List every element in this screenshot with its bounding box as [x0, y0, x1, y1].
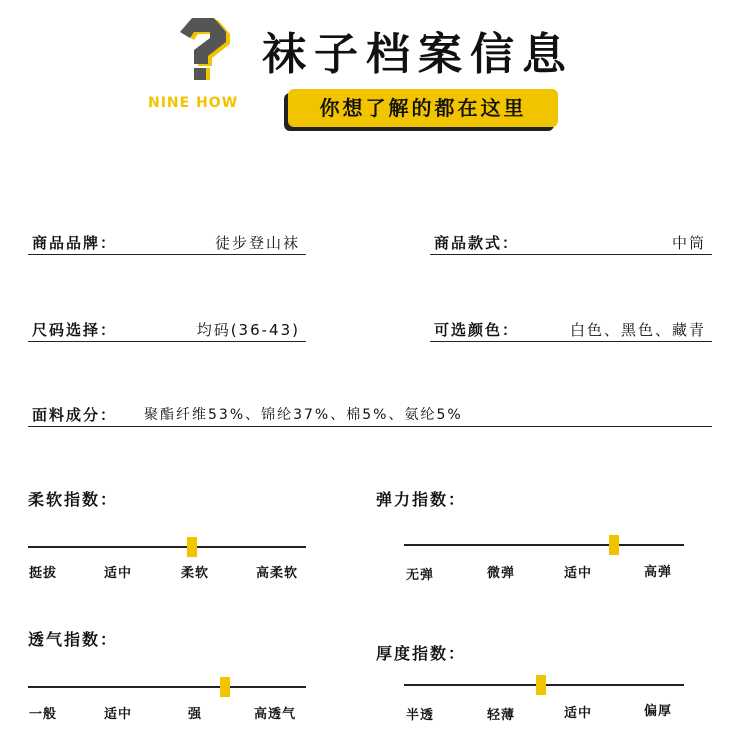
- scale-tick: 适中: [103, 707, 133, 722]
- field-material: [28, 402, 712, 427]
- scale-title: 透气指数：: [28, 630, 119, 649]
- field-style: [430, 230, 712, 255]
- scale-tick: 挺拔: [28, 566, 58, 581]
- scale-tick: 高弹: [643, 565, 673, 580]
- field-color: [430, 317, 712, 342]
- field-style-label: 商品款式：: [434, 234, 520, 252]
- field-color-value: 白色、黑色、藏青: [569, 321, 706, 339]
- page-subtitle: 你想了解的都在这里: [288, 89, 558, 127]
- brand-logo-text: NINE HOW: [148, 95, 239, 111]
- scale-tick: 偏厚: [643, 704, 673, 719]
- scale-marker: [220, 677, 230, 697]
- scale-track: [404, 544, 684, 546]
- field-size-value: 均码(36-43): [196, 321, 300, 339]
- field-material-label: 面料成分：: [32, 406, 118, 424]
- field-style-value: 中筒: [671, 234, 706, 252]
- scale-title: 柔软指数：: [28, 490, 119, 509]
- scale-tick: 高柔软: [255, 566, 299, 581]
- scale-tick: 微弹: [486, 566, 516, 581]
- page-title: 袜子档案信息: [262, 29, 574, 80]
- scale-title: 弹力指数：: [376, 490, 467, 509]
- scale-marker: [536, 675, 546, 695]
- field-material-value: 聚酯纤维53%、锦纶37%、棉5%、氨纶5%: [144, 407, 463, 423]
- question-mark-icon: [170, 12, 230, 82]
- scale-tick: 半透: [405, 708, 435, 723]
- field-color-label: 可选颜色：: [434, 321, 520, 339]
- field-size-label: 尺码选择：: [32, 321, 118, 339]
- scale-title: 厚度指数：: [376, 644, 467, 663]
- scale-track: [28, 546, 306, 548]
- field-brand-label: 商品品牌：: [32, 234, 118, 252]
- scale-tick: 一般: [28, 707, 58, 722]
- scale-tick: 轻薄: [486, 708, 516, 723]
- scale-tick: 无弹: [405, 568, 435, 583]
- scale-tick: 适中: [103, 566, 133, 581]
- field-size: [28, 317, 306, 342]
- scale-tick: 强: [187, 707, 203, 722]
- field-brand-value: 徒步登山袜: [214, 234, 300, 252]
- scale-tick: 适中: [563, 566, 593, 581]
- scale-tick: 适中: [563, 706, 593, 721]
- scale-marker: [609, 535, 619, 555]
- scale-tick: 高透气: [253, 707, 297, 722]
- scale-track: [28, 686, 306, 688]
- scale-tick: 柔软: [180, 566, 210, 581]
- scale-marker: [187, 537, 197, 557]
- field-brand: [28, 230, 306, 255]
